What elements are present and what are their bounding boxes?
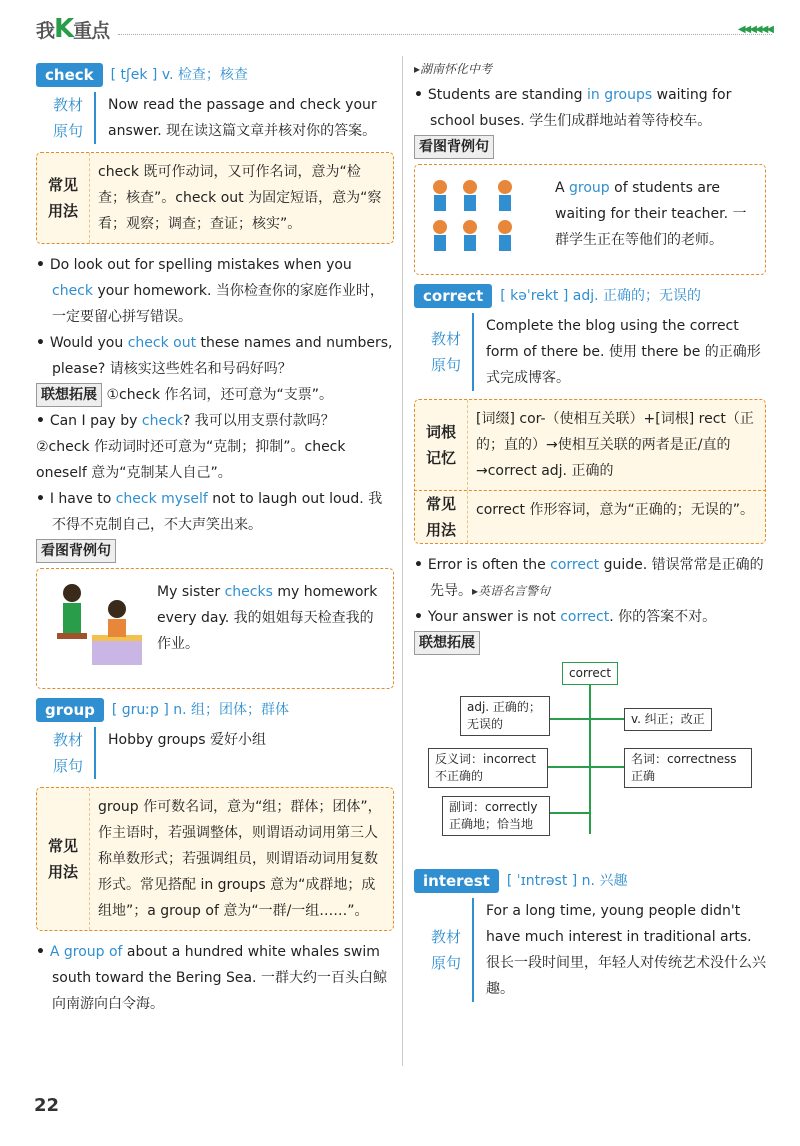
interest-source (426, 898, 766, 1002)
usage-text: check 既可作动词，又可作名词，意为“检查；核查”。check out 为固定短语，意为“察看；观察；调查；查证；核实”。 (89, 153, 393, 243)
source-text: Complete the blog using the correct form of there be. 使用 there be 的正确形式完成博客。 (486, 318, 761, 386)
example-reference: ▸湖南怀化中考 (414, 62, 493, 76)
left-column (36, 56, 394, 1017)
example: • Your answer is not correct. 你的答案不对。 (414, 604, 766, 630)
picture-text: A group of students are waiting for their teacher. 一群学生正在等他们的老师。 (555, 180, 747, 248)
diagram-adj: adj. 正确的；无误的 (460, 696, 550, 736)
picture-text: My sister checks my homework every day. 我的姐姐每天检查我的作业。 (157, 584, 378, 652)
illustration (425, 175, 545, 264)
interest-heading (414, 868, 766, 894)
check-source (48, 92, 394, 144)
check-word: check (36, 63, 103, 87)
usage-text: group 作可数名词，意为“组；群体；团体”，作主语时，若强调整体，则谓语动词用第三人称单数形式；若强调组员，则谓语动词用复数形式。常见搭配 in groups 意为“成群地；成组地”；a group of 意为“一群/一组……”。 (89, 788, 393, 930)
check-usage-box (36, 152, 394, 244)
picture-label: 看图背例句 (414, 135, 494, 159)
example: • Do look out for spelling mistakes when you check your homework. 当你检查你的家庭作业时，一定要留心拼写错误。 (36, 252, 394, 330)
diagram-antonym: 反义词：incorrect 不正确的 (428, 748, 548, 788)
extension: 联想拓展 ①check 作名词，还可意为“支票”。 (36, 382, 394, 408)
usage-text: correct 作形容词，意为“正确的；无误的”。 (467, 491, 765, 543)
group-phonetic: [ ɡruːp ] n. 组；团体；群体 (111, 702, 290, 718)
group-usage-box (36, 787, 394, 931)
diagram-center: correct (562, 662, 618, 685)
check-phonetic: [ tʃek ] v. 检查；核查 (110, 67, 248, 83)
picture-label: 看图背例句 (36, 539, 116, 563)
source-label: 教材原句 (426, 313, 474, 391)
check-picture-box (36, 568, 394, 689)
usage-label: 常见用法 (47, 837, 78, 881)
source-label: 教材原句 (48, 727, 96, 779)
illustration (47, 579, 147, 678)
example: • I have to check myself not to laugh out loud. 我不得不克制自己，不大声笑出来。 (36, 486, 394, 538)
example: • A group of about a hundred white whales swim south toward the Bering Sea. 一群大约一百头白鲸向南游向白令海。 (36, 939, 394, 1017)
correct-source (426, 313, 766, 391)
header-rule (118, 34, 772, 35)
source-text: Now read the passage and check your answer. 现在读这篇文章并核对你的答案。 (108, 97, 377, 139)
group-source (48, 727, 394, 779)
usage-label: 常见用法 (425, 495, 456, 539)
correct-phonetic: [ kəˈrekt ] adj. 正确的；无误的 (500, 288, 701, 304)
brand-logo: 我K重点 (36, 14, 110, 44)
extension-text: ②check 作动词时还可意为“克制；抑制”。check oneself 意为“克制某人自己”。 (36, 439, 346, 481)
interest-word: interest (414, 869, 499, 893)
check-heading (36, 62, 394, 88)
arrow-icon: ◀◀◀◀◀◀ (737, 24, 772, 35)
column-divider (402, 56, 403, 1066)
example: • Error is often the correct guide. 错误常常是正确的先导。▸英语名言警句 (414, 552, 766, 604)
group-picture-box (414, 164, 766, 275)
extension-label: 联想拓展 (36, 383, 102, 407)
interest-phonetic: [ ˈɪntrəst ] n. 兴趣 (506, 873, 628, 889)
group-word: group (36, 698, 104, 722)
usage-label: 常见用法 (47, 176, 78, 220)
example: • Students are standing in groups waiting for school buses. 学生们成群地站着等待校车。 (414, 82, 766, 134)
example: • Can I pay by check? 我可以用支票付款吗？ (36, 408, 394, 434)
source-text: Hobby groups 爱好小组 (108, 732, 267, 748)
diagram-verb: v. 纠正；改正 (624, 708, 712, 731)
extension-label: 联想拓展 (414, 631, 480, 655)
correct-usage-box (414, 490, 766, 544)
diagram-adverb: 副词：correctly 正确地；恰当地 (442, 796, 550, 836)
right-column (414, 56, 766, 1010)
root-text: [词缀] cor-（使相互关联）+[词根] rect（正的；直的）→使相互关联的两者是正/直的→correct adj. 正确的 (467, 400, 765, 490)
group-heading (36, 697, 394, 723)
example: • Would you check out these names and numbers, please? 请核实这些姓名和号码好吗？ (36, 330, 394, 382)
correct-word: correct (414, 284, 492, 308)
page-number: 22 (34, 1095, 60, 1116)
source-label: 教材原句 (48, 92, 96, 144)
diagram-noun: 名词：correctness 正确 (624, 748, 752, 788)
source-text: For a long time, young people didn't have much interest in traditional arts. 很长一段时间里，年轻人对传统艺术没什么兴趣。 (486, 903, 766, 997)
word-family-diagram (414, 662, 766, 862)
correct-root-box (414, 399, 766, 490)
source-label: 教材原句 (426, 898, 474, 1002)
correct-heading (414, 283, 766, 309)
root-label: 词根记忆 (425, 423, 456, 467)
